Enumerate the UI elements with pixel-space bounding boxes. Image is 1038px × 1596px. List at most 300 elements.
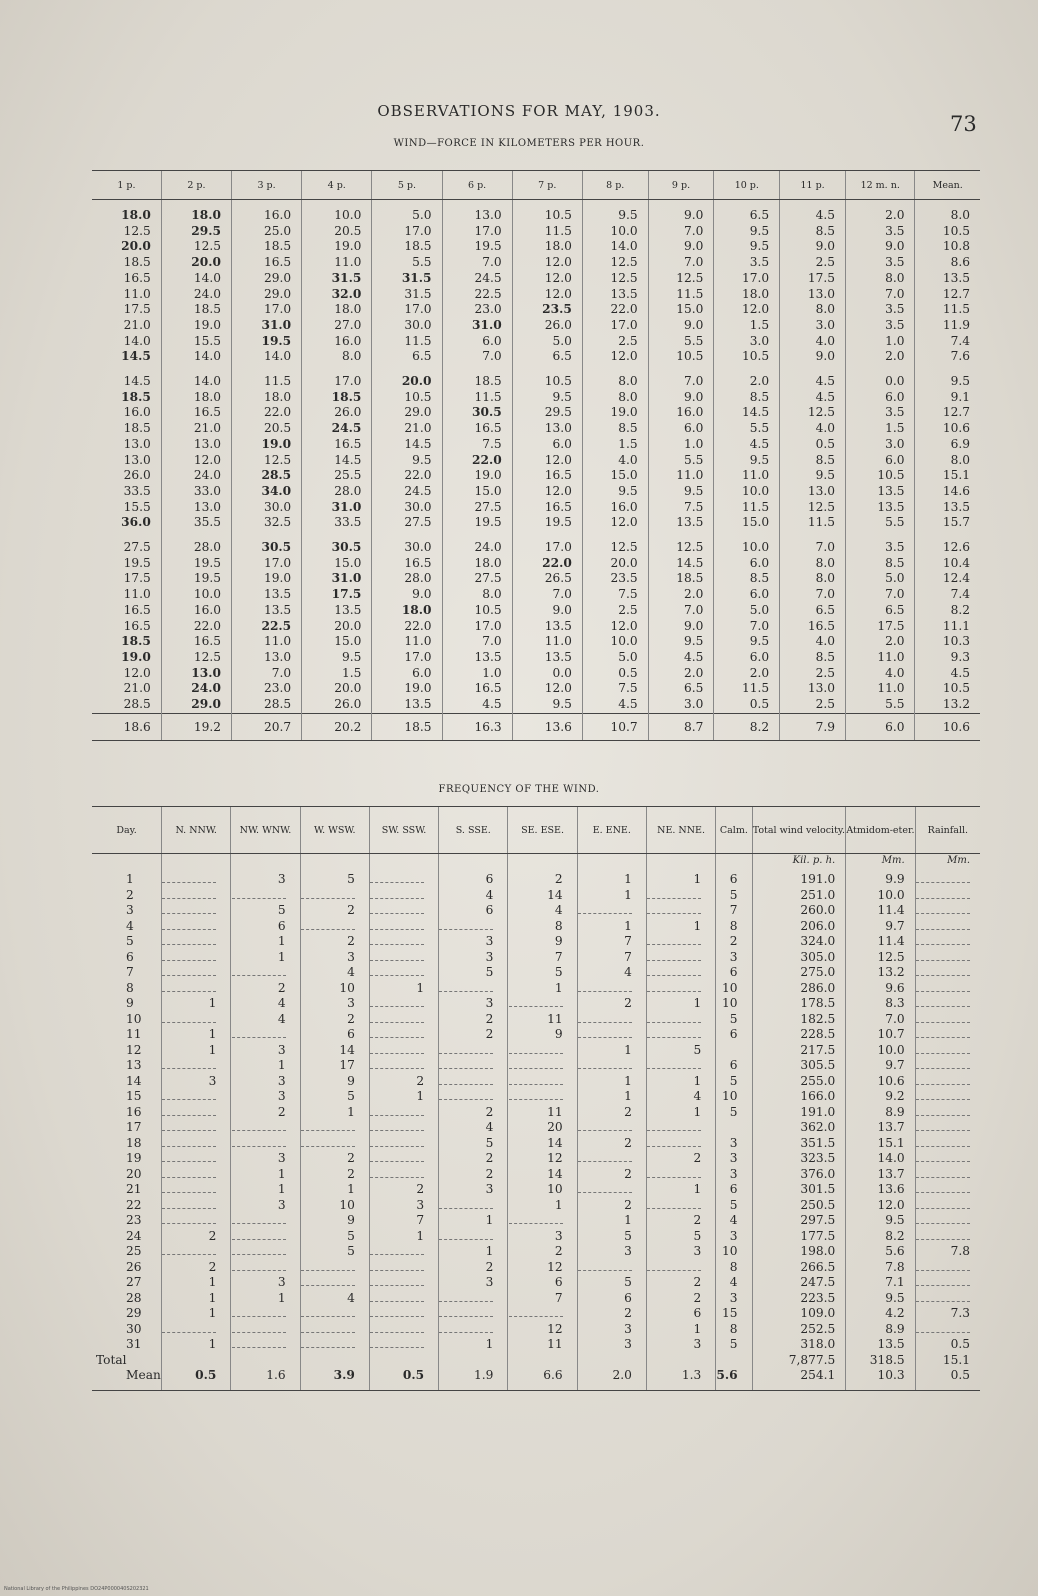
unit-cell: [369, 854, 438, 869]
table-cell: 5.5: [714, 421, 780, 437]
table-cell: 8.0: [915, 453, 980, 469]
table-cell: 17: [126, 1120, 142, 1134]
empty-dash: [916, 874, 970, 883]
scan-footer: National Library of the Philippines DO24P000040S202321: [4, 1586, 149, 1592]
table-cell: 4: [508, 903, 577, 919]
table-cell: 12.5: [161, 239, 231, 255]
table-cell: 30.0: [372, 534, 442, 556]
table-cell: 11.0: [123, 587, 151, 602]
table-cell: 9.7: [846, 1058, 915, 1074]
table-cell: 6: [716, 1182, 752, 1198]
table-cell: [577, 1058, 646, 1074]
table-row: [92, 224, 980, 240]
empty-dash: [439, 1308, 493, 1317]
table-cell: 18: [126, 1135, 142, 1150]
table-cell: 1.9: [439, 1368, 508, 1390]
table-cell: 25: [126, 1244, 142, 1258]
unit-cell: [716, 854, 752, 869]
mean-cell: 16.3: [442, 713, 512, 740]
table-cell: [162, 1151, 231, 1167]
table-cell: 20.0: [372, 368, 442, 390]
table-cell: 33.5: [302, 515, 372, 534]
mean-cell: 6.0: [845, 713, 915, 740]
table-cell: 286.0: [752, 981, 846, 997]
table-row: [92, 1244, 980, 1260]
table-cell: 14.0: [846, 1151, 915, 1167]
table-cell: [646, 1012, 715, 1028]
table-cell: 7: [577, 934, 646, 950]
table-cell: 9.5: [372, 453, 442, 469]
table-row: [92, 903, 980, 919]
table-cell: 9.5: [512, 697, 582, 713]
table-cell: 26.5: [512, 571, 582, 587]
table-cell: 301.5: [752, 1182, 846, 1198]
table-cell: 13.0: [161, 666, 231, 682]
table-cell: 305.0: [752, 950, 846, 966]
column-header: SE. ESE.: [508, 807, 577, 854]
table-cell: 8.5: [714, 571, 780, 587]
table-row: [92, 1151, 980, 1167]
table-row: [92, 1012, 980, 1028]
empty-dash: [162, 1169, 216, 1178]
table-cell: 7.8: [915, 1244, 980, 1260]
table-cell: [577, 1027, 646, 1043]
table-row: [92, 500, 980, 516]
table-cell: 14.5: [372, 437, 442, 453]
table-cell: 376.0: [752, 1167, 846, 1183]
table-cell: 8.5: [780, 650, 846, 666]
table-cell: 9.5: [714, 239, 780, 255]
table-cell: 19.5: [442, 515, 512, 534]
table-cell: [915, 934, 980, 950]
table-cell: 19.5: [231, 334, 301, 350]
table-cell: 27: [126, 1275, 142, 1289]
mean-cell: 20.7: [231, 713, 301, 740]
table-cell: 17.0: [442, 224, 512, 240]
table-cell: 6: [716, 1027, 752, 1043]
table-cell: 28.5: [123, 697, 151, 712]
table-cell: 6.0: [372, 666, 442, 682]
table-cell: 32.0: [302, 287, 372, 303]
empty-dash: [232, 1262, 286, 1271]
column-header: 8 p.: [582, 171, 648, 200]
table-cell: 4.5: [648, 650, 714, 666]
table-cell: 18.5: [231, 239, 301, 255]
table-cell: 1: [646, 868, 715, 888]
table-cell: 18.0: [161, 200, 231, 224]
table-cell: 10: [300, 981, 369, 997]
table-cell: 17.5: [123, 302, 151, 317]
table-row: [92, 1089, 980, 1105]
table-cell: 4: [646, 1089, 715, 1105]
empty-dash: [370, 998, 424, 1007]
table-cell: 13.0: [442, 200, 512, 224]
table-cell: 7.0: [845, 587, 915, 603]
table-cell: 18.5: [161, 302, 231, 318]
table-cell: [369, 1260, 438, 1276]
table-cell: [915, 1012, 980, 1028]
table-cell: 3.5: [714, 255, 780, 271]
column-header: Mean.: [915, 171, 980, 200]
unit-cell: [92, 854, 162, 869]
column-header: 4 p.: [302, 171, 372, 200]
empty-dash: [370, 1293, 424, 1302]
empty-dash: [370, 1246, 424, 1255]
table-cell: [231, 1213, 300, 1229]
table-cell: 5.5: [648, 453, 714, 469]
table-row: [92, 349, 980, 368]
table-cell: 7.0: [846, 1012, 915, 1028]
wind-force-table: [92, 170, 980, 741]
table-cell: [162, 1012, 231, 1028]
table-cell: 2.0: [845, 349, 915, 368]
table-cell: 9.9: [846, 868, 915, 888]
table-cell: 18.5: [648, 571, 714, 587]
table-cell: 13.2: [846, 965, 915, 981]
table-cell: 4: [231, 1012, 300, 1028]
table-cell: [369, 1151, 438, 1167]
table-cell: 6.0: [648, 421, 714, 437]
table-row: [92, 318, 980, 334]
table-cell: 24.0: [161, 468, 231, 484]
table-cell: 5.0: [512, 334, 582, 350]
table-cell: 1: [300, 1182, 369, 1198]
column-header: Atmidom-eter.: [846, 807, 915, 854]
table-cell: 2: [300, 1151, 369, 1167]
table-cell: 19.5: [442, 239, 512, 255]
table-cell: [162, 981, 231, 997]
table-row: [92, 239, 980, 255]
table-cell: 2: [577, 1136, 646, 1152]
table-cell: 1: [646, 1322, 715, 1338]
table-cell: 16.0: [161, 603, 231, 619]
table-cell: 7,877.5: [752, 1353, 846, 1369]
table-cell: 2: [439, 1167, 508, 1183]
table-cell: [439, 1306, 508, 1322]
table-cell: [439, 1089, 508, 1105]
table-cell: 3: [646, 1337, 715, 1353]
column-header: 2 p.: [161, 171, 231, 200]
table-cell: 10.5: [372, 390, 442, 406]
table-cell: 15: [716, 1306, 752, 1322]
table-cell: 3.9: [300, 1368, 369, 1390]
table-cell: 2: [439, 1260, 508, 1276]
table-cell: 1: [231, 1182, 300, 1198]
table-cell: Mean: [92, 1368, 162, 1390]
table-cell: 3: [162, 1074, 231, 1090]
table-cell: 1: [646, 1105, 715, 1121]
table-cell: 4.0: [780, 634, 846, 650]
table-cell: 1: [577, 868, 646, 888]
table-cell: [162, 1213, 231, 1229]
table-cell: 10.3: [846, 1368, 915, 1390]
table-cell: 10.5: [512, 200, 582, 224]
table-cell: 3: [716, 1136, 752, 1152]
table-cell: 1: [162, 1043, 231, 1059]
table-row: [92, 888, 980, 904]
empty-dash: [301, 1324, 355, 1333]
table-cell: 14.0: [161, 368, 231, 390]
table-cell: [162, 1105, 231, 1121]
table-cell: 6.6: [508, 1368, 577, 1390]
table-cell: 1: [646, 1182, 715, 1198]
table-row: [92, 437, 980, 453]
empty-dash: [647, 983, 701, 992]
column-header: NW. WNW.: [231, 807, 300, 854]
table-cell: 1: [300, 1105, 369, 1121]
table-cell: 8.0: [582, 368, 648, 390]
table-cell: 20: [126, 1166, 142, 1181]
table-cell: 2: [439, 1151, 508, 1167]
table-cell: 7: [126, 965, 134, 979]
table-cell: [162, 868, 231, 888]
table-cell: 0.5: [582, 666, 648, 682]
table-cell: 35.5: [161, 515, 231, 534]
table-cell: 12.0: [582, 349, 648, 368]
table-cell: 8.5: [582, 421, 648, 437]
table-cell: [915, 981, 980, 997]
table-cell: 2: [300, 1167, 369, 1183]
empty-dash: [439, 1200, 493, 1209]
table-cell: 12.5: [161, 650, 231, 666]
table-cell: 11.0: [123, 286, 151, 301]
empty-dash: [916, 1324, 970, 1333]
table-cell: [508, 996, 577, 1012]
table-cell: 13.5: [845, 500, 915, 516]
table-cell: [439, 1291, 508, 1307]
table-row: [92, 368, 980, 390]
table-cell: 17.0: [372, 650, 442, 666]
table-cell: 1: [369, 1089, 438, 1105]
table-cell: 14: [126, 1073, 142, 1088]
table-cell: 6: [439, 868, 508, 888]
table-cell: [439, 1074, 508, 1090]
table-cell: 28.0: [161, 534, 231, 556]
table-cell: 18.0: [302, 302, 372, 318]
table-cell: 28.0: [302, 484, 372, 500]
empty-dash: [647, 952, 701, 961]
empty-dash: [578, 1014, 632, 1023]
table-cell: 11.5: [915, 302, 980, 318]
unit-cell: [646, 854, 715, 869]
table-cell: 2: [508, 1244, 577, 1260]
table-cell: 266.5: [752, 1260, 846, 1276]
table-cell: 27.5: [442, 571, 512, 587]
table-cell: 4: [716, 1275, 752, 1291]
table-cell: 18.5: [442, 368, 512, 390]
table-cell: 11.5: [231, 368, 301, 390]
table-cell: 23.5: [512, 302, 582, 318]
table-cell: [508, 1213, 577, 1229]
table-cell: [231, 1322, 300, 1338]
table-cell: [915, 1260, 980, 1276]
table-row: [92, 1058, 980, 1074]
table-cell: 5: [439, 965, 508, 981]
table-cell: 16.0: [302, 334, 372, 350]
table-cell: 5: [300, 1244, 369, 1260]
table-cell: 24.5: [372, 484, 442, 500]
table-cell: 1: [369, 1229, 438, 1245]
wind-force-body: [92, 200, 980, 741]
table-cell: 3: [716, 1151, 752, 1167]
column-header: 12 m. n.: [845, 171, 915, 200]
table-cell: 10.7: [846, 1027, 915, 1043]
table-cell: 28.5: [231, 468, 301, 484]
table-cell: 9.0: [372, 587, 442, 603]
table-cell: 20.0: [161, 255, 231, 271]
table-cell: 9.5: [714, 634, 780, 650]
column-header: NE. NNE.: [646, 807, 715, 854]
table-cell: 9.0: [648, 200, 714, 224]
table-cell: 31: [126, 1337, 142, 1351]
table-cell: 2: [300, 903, 369, 919]
table-cell: 15.0: [648, 302, 714, 318]
table-cell: 22.0: [442, 453, 512, 469]
table-cell: 28: [126, 1290, 142, 1305]
table-cell: 11.4: [846, 934, 915, 950]
table-cell: 9: [300, 1074, 369, 1090]
table-cell: [369, 1291, 438, 1307]
table-cell: 7.0: [442, 634, 512, 650]
table-row: [92, 950, 980, 966]
empty-dash: [916, 1076, 970, 1085]
table-cell: [716, 1120, 752, 1136]
table-cell: 16.5: [302, 437, 372, 453]
empty-dash: [509, 1308, 563, 1317]
table-row: [92, 1182, 980, 1198]
table-cell: 1.0: [442, 666, 512, 682]
table-cell: 16.5: [442, 421, 512, 437]
table-cell: 3: [508, 1229, 577, 1245]
table-cell: 2: [646, 1151, 715, 1167]
table-cell: 22.0: [231, 405, 301, 421]
table-cell: 254.1: [752, 1368, 846, 1390]
table-cell: 12.4: [915, 571, 980, 587]
table-cell: 10.5: [442, 603, 512, 619]
empty-dash: [647, 1169, 701, 1178]
table-cell: 14.5: [121, 349, 151, 364]
table-cell: 3: [439, 950, 508, 966]
empty-dash: [647, 936, 701, 945]
table-cell: 5.0: [845, 571, 915, 587]
table-cell: 2.0: [648, 587, 714, 603]
table-cell: 19.0: [302, 239, 372, 255]
table-cell: 14: [508, 1167, 577, 1183]
table-cell: 7.5: [582, 681, 648, 697]
table-cell: [369, 1275, 438, 1291]
table-cell: 2: [646, 1213, 715, 1229]
empty-dash: [916, 1184, 970, 1193]
table-cell: 22.0: [372, 619, 442, 635]
table-cell: [915, 965, 980, 981]
table-cell: 9: [300, 1213, 369, 1229]
empty-dash: [370, 1045, 424, 1054]
table-cell: 5: [577, 1229, 646, 1245]
table-cell: 30.5: [231, 534, 301, 556]
table-cell: 30.0: [231, 500, 301, 516]
frequency-body: [92, 854, 980, 1391]
table-row: [92, 1229, 980, 1245]
mean-cell: 18.5: [372, 713, 442, 740]
table-row: [92, 634, 980, 650]
table-cell: 8.0: [442, 587, 512, 603]
table-cell: 6.5: [512, 349, 582, 368]
mean-cell: 8.2: [714, 713, 780, 740]
table-cell: 20.5: [231, 421, 301, 437]
table-cell: [162, 1089, 231, 1105]
table-cell: [577, 981, 646, 997]
empty-dash: [162, 952, 216, 961]
table-cell: 13.7: [846, 1120, 915, 1136]
unit-cell: [300, 854, 369, 869]
table-cell: [577, 1353, 646, 1369]
empty-dash: [162, 1215, 216, 1224]
table-cell: 3.0: [714, 334, 780, 350]
table-cell: 13.5: [648, 515, 714, 534]
table-cell: [646, 981, 715, 997]
table-cell: 20.5: [302, 224, 372, 240]
table-cell: 11.0: [648, 468, 714, 484]
empty-dash: [509, 1091, 563, 1100]
table-cell: 11.5: [648, 287, 714, 303]
table-cell: 16.5: [123, 270, 151, 285]
table-cell: 24: [126, 1228, 142, 1243]
table-row: [92, 919, 980, 935]
table-cell: 12.0: [161, 453, 231, 469]
table-cell: 5.6: [846, 1244, 915, 1260]
table-cell: 8.5: [714, 390, 780, 406]
table-cell: 9.5: [648, 484, 714, 500]
empty-dash: [439, 1324, 493, 1333]
table-cell: 9.0: [648, 318, 714, 334]
table-cell: 1: [577, 919, 646, 935]
table-cell: [300, 888, 369, 904]
table-cell: [300, 1306, 369, 1322]
table-cell: 2: [577, 996, 646, 1012]
table-cell: 318.0: [752, 1337, 846, 1353]
table-cell: [231, 965, 300, 981]
table-cell: 12.0: [512, 453, 582, 469]
table-cell: 12.5: [648, 271, 714, 287]
column-header: 7 p.: [512, 171, 582, 200]
table-cell: 14.6: [915, 484, 980, 500]
table-cell: 2: [439, 1027, 508, 1043]
table-cell: 7.0: [648, 368, 714, 390]
table-cell: 12.0: [714, 302, 780, 318]
table-cell: [915, 1322, 980, 1338]
table-cell: 17.0: [582, 318, 648, 334]
empty-dash: [916, 1293, 970, 1302]
table-row: [92, 868, 980, 888]
table-cell: 5.0: [372, 200, 442, 224]
table-cell: 5: [508, 965, 577, 981]
table-cell: 26.0: [512, 318, 582, 334]
table-cell: 15.5: [123, 499, 151, 514]
table-cell: [646, 1260, 715, 1276]
table-cell: [369, 1120, 438, 1136]
table-cell: 2: [369, 1182, 438, 1198]
table-cell: 12.5: [846, 950, 915, 966]
table-cell: 4.5: [714, 437, 780, 453]
table-cell: 12.5: [780, 405, 846, 421]
empty-dash: [162, 1107, 216, 1116]
table-cell: 1: [231, 1167, 300, 1183]
table-cell: 33.0: [161, 484, 231, 500]
table-cell: 7: [508, 1291, 577, 1307]
table-cell: 10.0: [714, 534, 780, 556]
table-cell: 18.0: [231, 390, 301, 406]
empty-dash: [232, 1029, 286, 1038]
